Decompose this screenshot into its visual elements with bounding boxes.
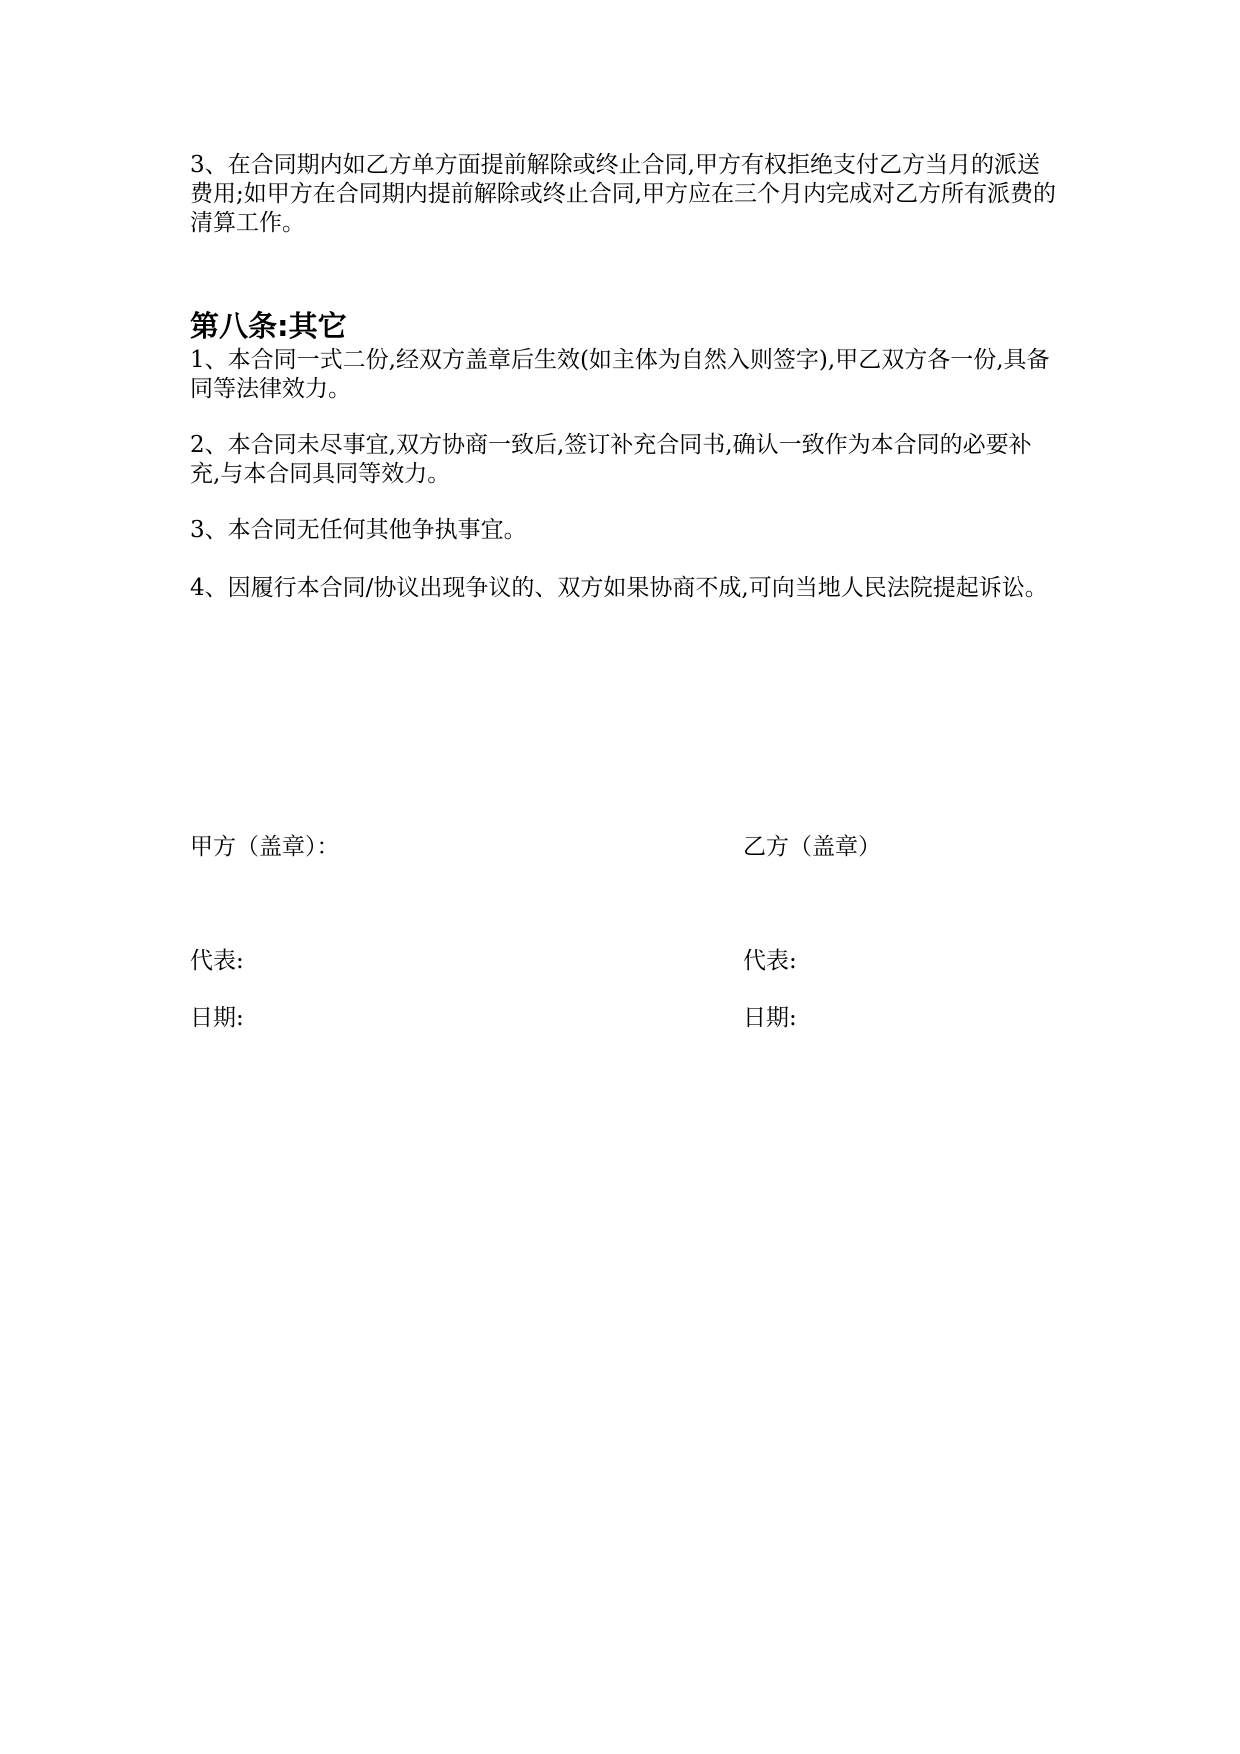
party-b-date-label: 日期: [743, 1005, 797, 1031]
article8-clause-2: 2、本合同未尽事宜,双方协商一致后,签订补充合同书,确认一致作为本合同的必要补充,与本合同具同等效力。 [190, 432, 1032, 487]
party-a-representative-label: 代表: [190, 948, 244, 974]
party-b-seal-label: 乙方（盖章） [743, 834, 881, 860]
article8-title: 第八条:其它 [190, 309, 347, 343]
article8-clause-1: 1、本合同一式二份,经双方盖章后生效(如主体为自然入则签字),甲乙双方各一份,具备同等法律效力。 [190, 347, 1050, 402]
party-b-representative-label: 代表: [743, 948, 797, 974]
party-a-seal-label: 甲方（盖章）： [190, 834, 340, 860]
article8-clause-3: 3、本合同无任何其他争执事宜。 [190, 517, 527, 543]
party-a-date-label: 日期: [190, 1005, 244, 1031]
article7-clause-3: 3、在合同期内如乙方单方面提前解除或终止合同,甲方有权拒绝支付乙方当月的派送费用;如甲方在合同期内提前解除或终止合同,甲方应在三个月内完成对乙方所有派费的清算工作。 [190, 152, 1057, 236]
article8-clause-4: 4、因履行本合同/协议出现争议的、双方如果协商不成,可向当地人民法院提起诉讼。 [190, 575, 1048, 601]
